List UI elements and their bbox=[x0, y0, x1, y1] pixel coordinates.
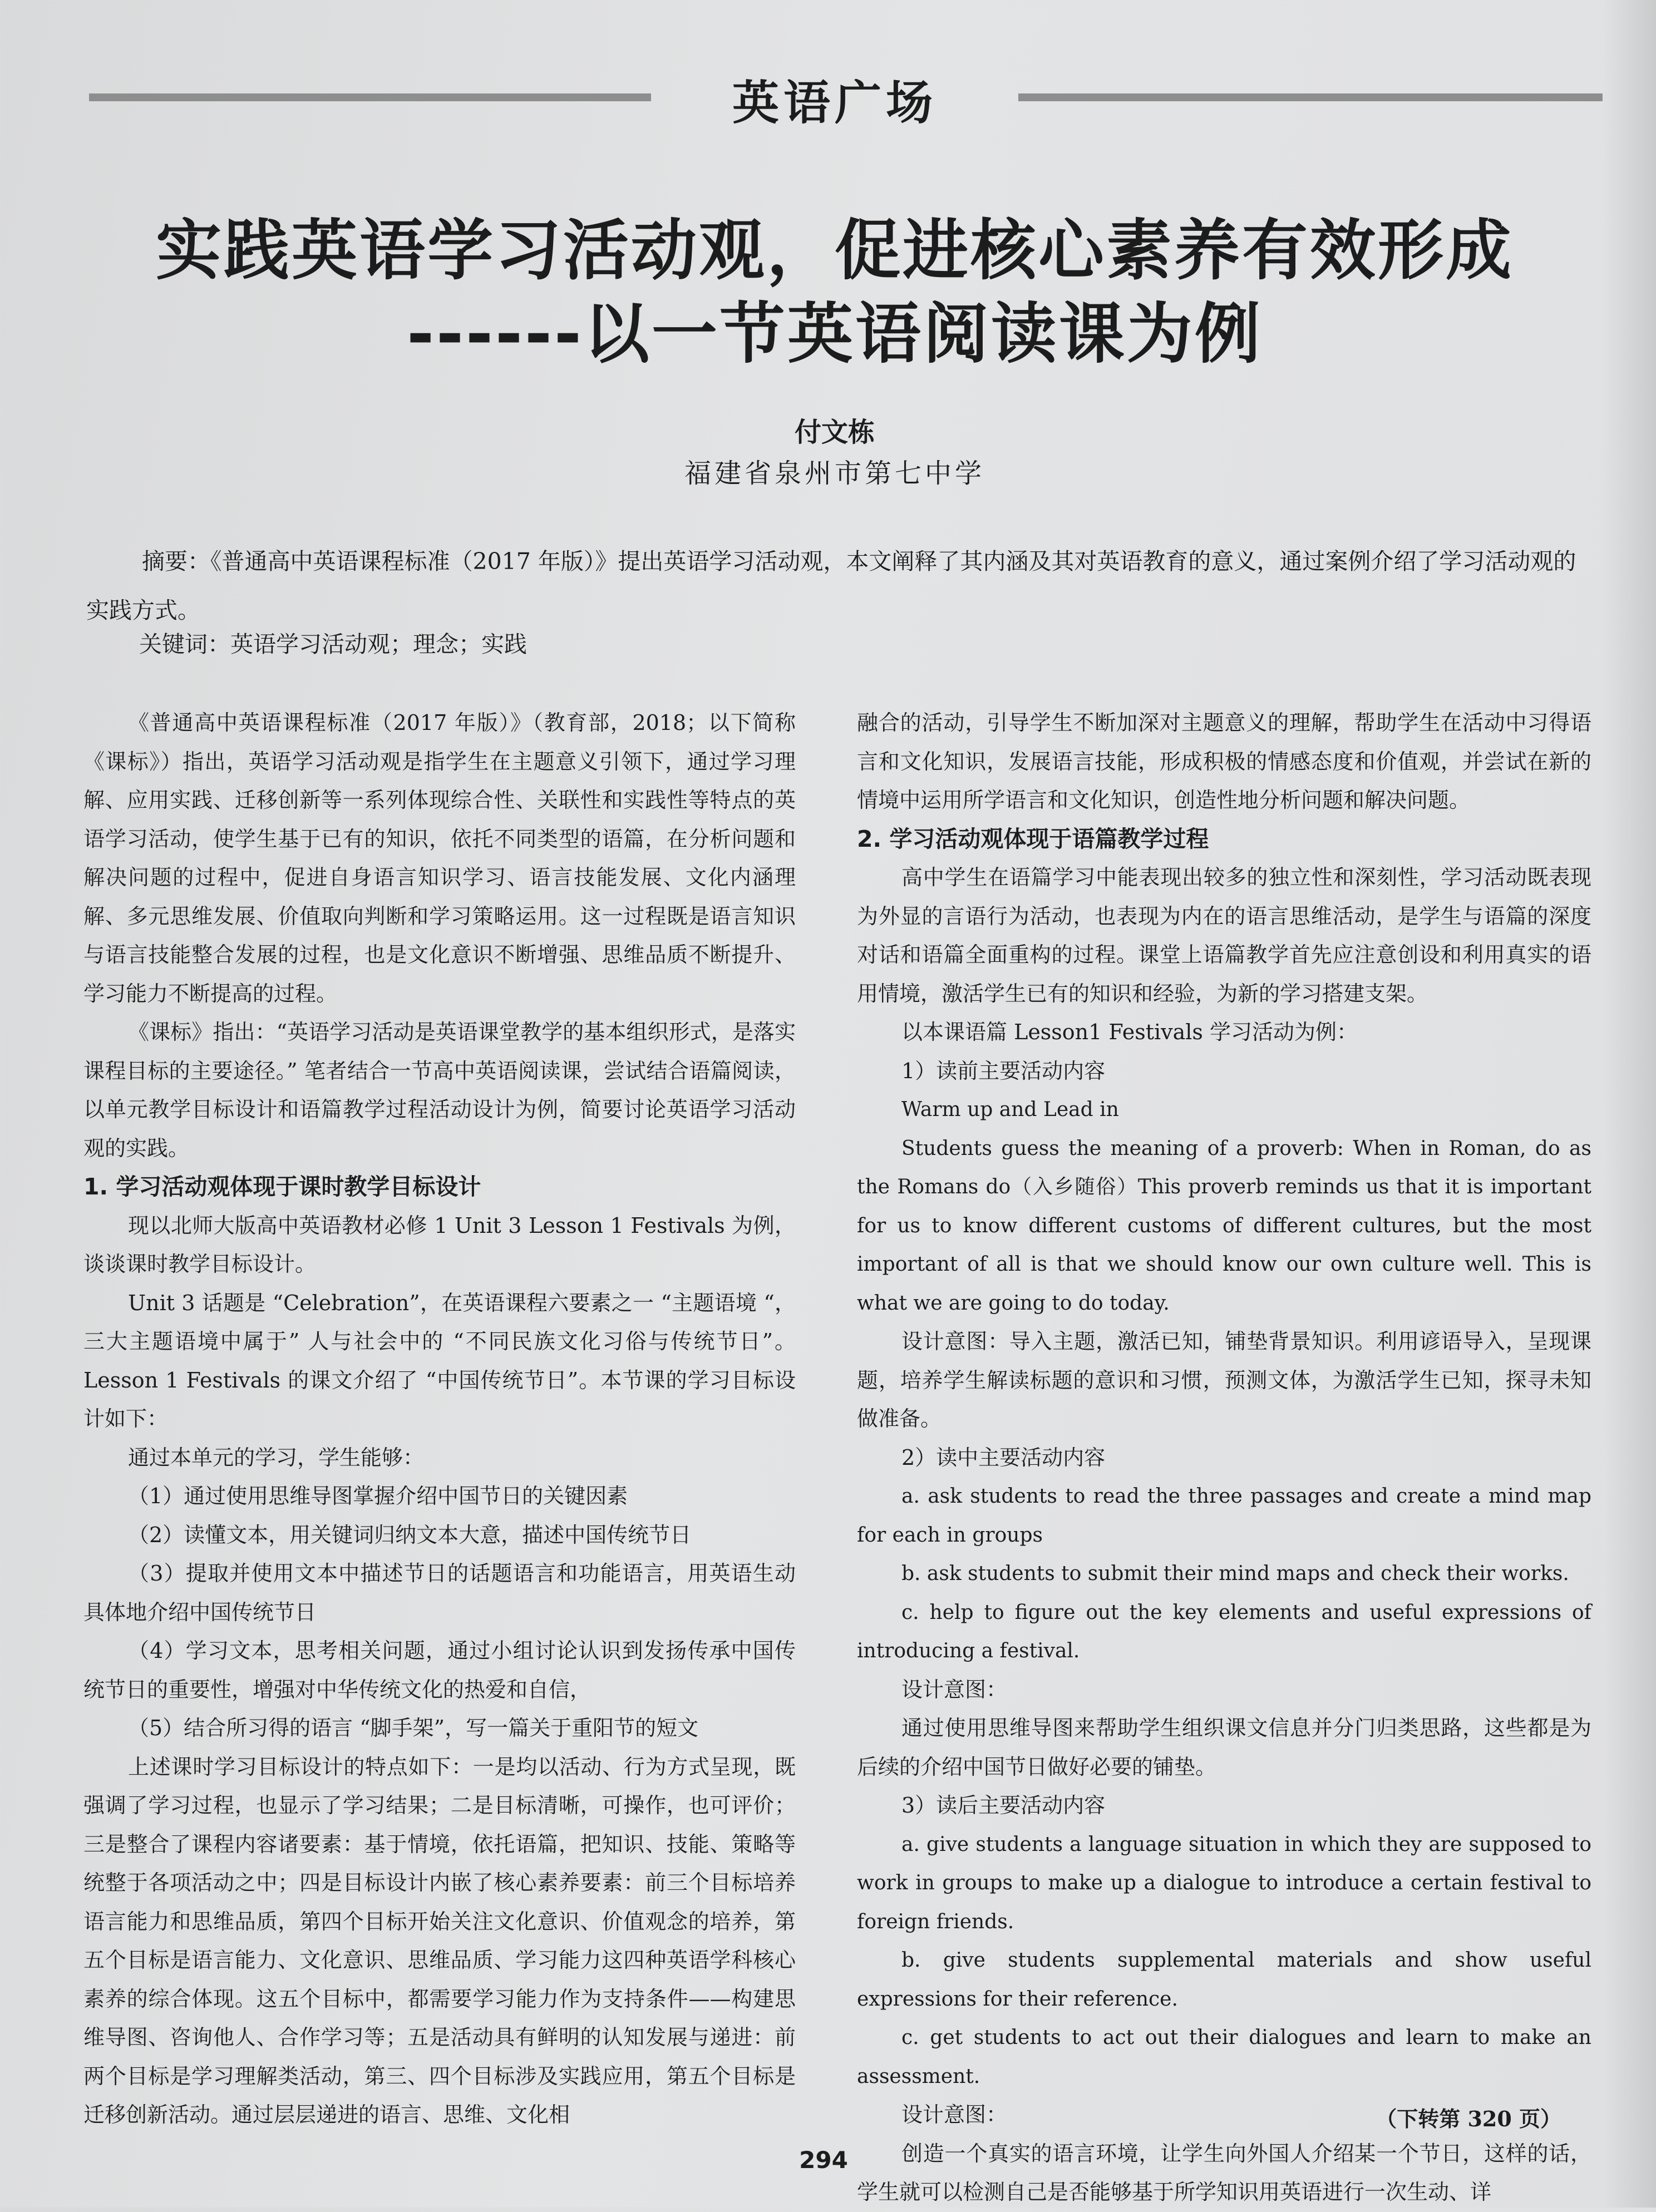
paragraph: 《课标》指出：“英语学习活动是英语课堂教学的基本组织形式，是落实课程目标的主要途径。” 笔者结合一节高中英语阅读课，尝试结合语篇阅读，以单元教学目标设计和语篇教学过程活动设计为例，简要讨论英语学习活动观的实践。 bbox=[83, 1020, 796, 1161]
paragraph: 高中学生在语篇学习中能表现出较多的独立性和深刻性，学习活动既表现为外显的言语行为活动，也表现为内在的语言思维活动，是学生与语篇的深度对话和语篇全面重构的过程。课堂上语篇教学首先应注意创设和利用真实的语用情境，激活学生已有的知识和经验，为新的学习搭建支架。 bbox=[857, 865, 1591, 1006]
paragraph: b. ask students to submit their mind maps and check their works. bbox=[901, 1562, 1569, 1585]
subheading: 2）读中主要活动内容 bbox=[901, 1445, 1106, 1470]
subheading: 1）读前主要活动内容 bbox=[901, 1058, 1106, 1083]
paragraph: Students guess the meaning of a proverb: When in Roman, do as the Romans do（入乡随俗）This proverb reminds us that it is important for us to know different customs of different cultures, but the most important of all is that we should know our own culture well. This is what we are going to do today. bbox=[857, 1137, 1591, 1315]
keywords: 关键词：英语学习活动观；理念；实践 bbox=[139, 631, 527, 658]
paragraph: 通过本单元的学习，学生能够： bbox=[128, 1445, 425, 1470]
goal-item: （2）读懂文本，用关键词归纳文本大意，描述中国传统节日 bbox=[128, 1522, 692, 1547]
paragraph: a. give students a language situation in which they are supposed to work in groups to make up a dialogue to introduce a certain festival to foreign friends. bbox=[857, 1833, 1591, 1933]
page-number: 294 bbox=[799, 2146, 848, 2174]
paragraph: 设计意图：导入主题，激活已知，铺垫背景知识。利用谚语导入，呈现课题，培养学生解读标题的意识和习惯，预测文体，为激活学生已知，探寻未知做准备。 bbox=[857, 1329, 1591, 1431]
page-edge-shadow bbox=[1603, 0, 1656, 2208]
goal-item: （3）提取并使用文本中描述节日的话题语言和功能语言，用英语生动具体地介绍中国传统节日 bbox=[83, 1561, 796, 1625]
paragraph: 《普通高中英语课程标准（2017 年版）》（教育部，2018；以下简称《课标》）指出，英语学习活动观是指学生在主题意义引领下，通过学习理解、应用实践、迁移创新等一系列体现综合性、关联性和实践性等特点的英语学习活动，使学生基于已有的知识，依托不同类型的语篇，在分析问题和解决问题的过程中，促进自身语言知识学习、语言技能发展、文化内涵理解、多元思维发展、价值取向判断和学习策略运用。这一过程既是语言知识与语言技能整合发展的过程，也是文化意识不断增强、思维品质不断提升、学习能力不断提高的过程。 bbox=[83, 710, 796, 1006]
article-title: 实践英语学习活动观，促进核心素养有效形成 bbox=[155, 212, 1514, 289]
paragraph: 通过使用思维导图来帮助学生组织课文信息并分门归类思路，这些都是为后续的介绍中国节日做好必要的铺垫。 bbox=[857, 1716, 1591, 1779]
paragraph: b. give students supplemental materials and show useful expressions for their reference. bbox=[857, 1949, 1591, 2011]
paragraph: 设计意图： bbox=[901, 1677, 1008, 1702]
goal-item: （1）通过使用思维导图掌握介绍中国节日的关键因素 bbox=[128, 1484, 628, 1508]
author: 付文栋 bbox=[794, 417, 875, 448]
left-column bbox=[83, 704, 796, 2135]
article-subtitle: ------以一节英语阅读课为例 bbox=[407, 295, 1263, 372]
paragraph: a. ask students to read the three passages and create a mind map for each in groups bbox=[857, 1485, 1591, 1547]
abstract bbox=[86, 537, 1589, 635]
section-rule-right bbox=[1018, 93, 1603, 101]
abstract-text: 摘要：《普通高中英语课程标准（2017 年版）》提出英语学习活动观，本文阐释了其内涵及其对英语教育的意义，通过案例介绍了学习活动观的实践方式。 bbox=[86, 548, 1576, 624]
goal-item: （5）结合所习得的语言 “脚手架”，写一篇关于重阳节的短文 bbox=[128, 1716, 699, 1740]
paragraph: 融合的活动，引导学生不断加深对主题意义的理解，帮助学生在活动中习得语言和文化知识，发展语言技能，形成积极的情感态度和价值观，并尝试在新的情境中运用所学语言和文化知识，创造性地分析问题和解决问题。 bbox=[857, 710, 1591, 812]
paragraph: Warm up and Lead in bbox=[901, 1098, 1119, 1121]
paragraph: 上述课时学习目标设计的特点如下：一是均以活动、行为方式呈现，既强调了学习过程，也显示了学习结果；二是目标清晰，可操作，也可评价；三是整合了课程内容诸要素：基于情境，依托语篇，把知识、技能、策略等统整于各项活动之中；四是目标设计内嵌了核心素养要素：前三个目标培养语言能力和思维品质，第四个目标开始关注文化意识、价值观念的培养，第五个目标是语言能力、文化意识、思维品质、学习能力这四种英语学科核心素养的综合体现。这五个目标中，都需要学习能力作为支持条件——构建思维导图、咨询他人、合作学习等；五是活动具有鲜明的认知发展与递进：前两个目标是学习理解类活动，第三、四个目标涉及实践应用，第五个目标是迁移创新活动。通过层层递进的语言、思维、文化相 bbox=[83, 1754, 796, 2127]
continue-note: （下转第 320 页） bbox=[1376, 2106, 1561, 2131]
paragraph: c. get students to act out their dialogues and learn to make an assessment. bbox=[857, 2026, 1591, 2088]
paragraph: 现以北师大版高中英语教材必修 1 Unit 3 Lesson 1 Festivals 为例，谈谈课时教学目标设计。 bbox=[83, 1213, 796, 1276]
affiliation: 福建省泉州市第七中学 bbox=[684, 458, 985, 489]
section-heading: 1. 学习活动观体现于课时教学目标设计 bbox=[83, 1173, 481, 1200]
right-column bbox=[857, 704, 1591, 2212]
goal-item: （4）学习文本，思考相关问题，通过小组讨论认识到发扬传承中国传统节日的重要性，增强对中华传统文化的热爱和自信， bbox=[83, 1638, 796, 1702]
section-heading: 2. 学习活动观体现于语篇教学过程 bbox=[857, 825, 1209, 852]
paragraph: Unit 3 话题是 “Celebration”，在英语课程六要素之一 “主题语境 “，三大主题语境中属于” 人与社会中的 “不同民族文化习俗与传统节日”。Lesson 1 Festivals 的课文介绍了 “中国传统节日”。本节课的学习目标设计如下： bbox=[83, 1290, 796, 1431]
paragraph: c. help to figure out the key elements and useful expressions of introducing a festival. bbox=[857, 1601, 1591, 1662]
paragraph: 以本课语篇 Lesson1 Festivals 学习活动为例： bbox=[901, 1020, 1358, 1044]
paragraph: 创造一个真实的语言环境，让学生向外国人介绍某一个节日，这样的话，学生就可以检测自己是否能够基于所学知识用英语进行一次生动、详 bbox=[857, 2141, 1591, 2204]
section-label: 英语广场 bbox=[732, 76, 937, 130]
paragraph: 设计意图： bbox=[901, 2102, 1008, 2127]
section-rule-left bbox=[89, 93, 651, 101]
subheading: 3）读后主要活动内容 bbox=[901, 1793, 1106, 1818]
